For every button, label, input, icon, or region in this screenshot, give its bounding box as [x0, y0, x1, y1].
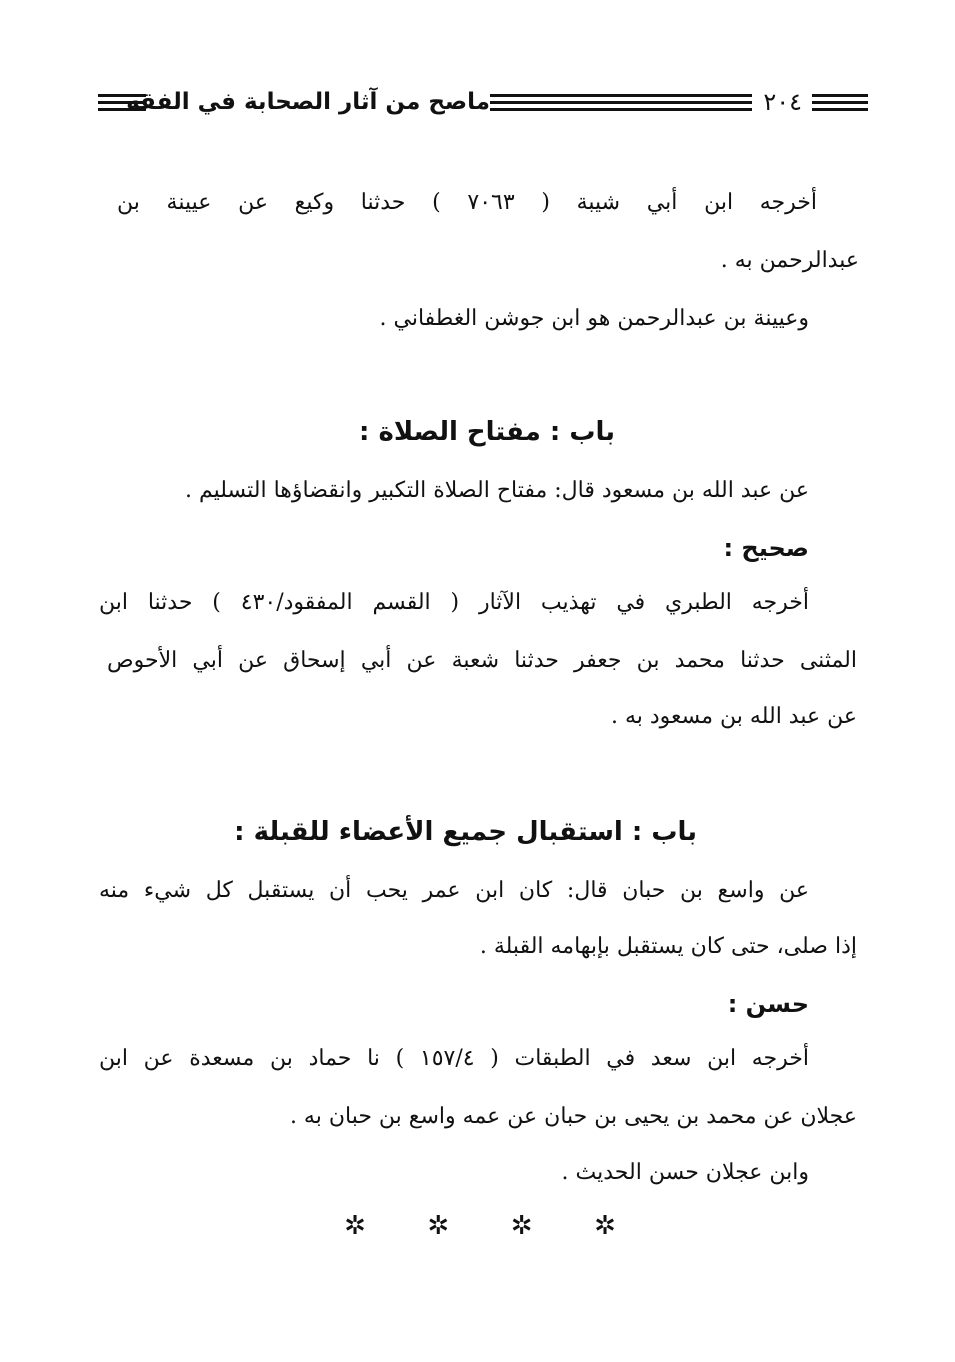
paragraph-line: عبدالرحمن به .	[720, 248, 859, 273]
paragraph-line: وابن عجلان حسن الحديث .	[561, 1160, 809, 1185]
paragraph-line: عن عبد الله بن مسعود به .	[610, 704, 857, 729]
paragraph-line: عن عبد الله بن مسعود قال: مفتاح الصلاة التكبير وانقضاؤها التسليم .	[184, 478, 809, 503]
star-ornament-icon: ✲	[510, 1211, 533, 1241]
grade-label: حسن :	[727, 990, 809, 1018]
paragraph-line: عن واسع بن حبان قال: كان ابن عمر يحب أن يستقبل كل شيء منه	[99, 878, 809, 903]
paragraph-line: إذا صلى، حتى كان يستقبل بإبهامه القبلة .	[479, 934, 857, 959]
section-heading: باب : مفتاح الصلاة :	[359, 417, 615, 447]
star-ornament-icon: ✲	[427, 1211, 450, 1241]
grade-label: صحيح :	[723, 534, 809, 562]
paragraph-line: أخرجه ابن سعد في الطبقات ( ١٥٧/٤ ) نا حماد بن مسعدة عن ابن	[99, 1046, 809, 1071]
star-ornament-icon: ✲	[594, 1211, 616, 1241]
star-ornament-icon: ✲	[344, 1211, 366, 1241]
paragraph-line: أخرجه الطبري في تهذيب الآثار ( القسم المفقود/٤٣٠ ) حدثنا ابن	[99, 590, 809, 615]
paragraph-line: المثنى حدثنا محمد بن جعفر حدثنا شعبة عن أبي إسحاق عن أبي الأحوص	[107, 648, 857, 673]
running-title: ماصح من آثار الصحابة في الفقه	[126, 89, 490, 115]
paragraph-line: عجلان عن محمد بن يحيى بن حبان عن عمه واسع بن حبان به .	[289, 1104, 857, 1129]
paragraph-line: أخرجه ابن أبي شيبة ( ٧٠٦٣ ) حدثنا وكيع عن عيينة بن	[117, 190, 817, 215]
end-ornament	[340, 1208, 620, 1244]
page-number: ٢٠٤	[763, 88, 802, 116]
paragraph-line: وعيينة بن عبدالرحمن هو ابن جوشن الغطفاني .	[379, 306, 809, 331]
section-heading: باب : استقبال جميع الأعضاء للقبلة :	[234, 817, 697, 847]
